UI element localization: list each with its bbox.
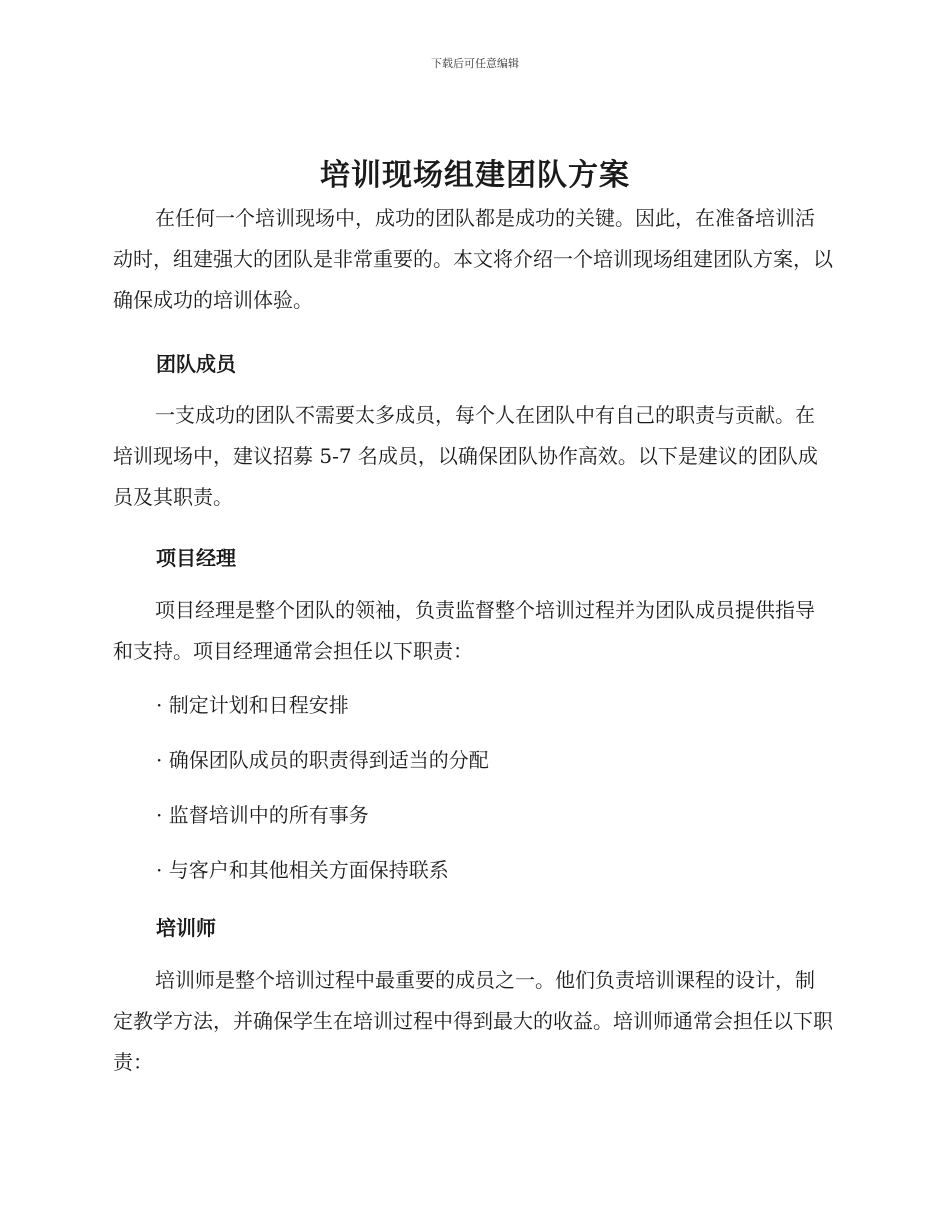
document-title: 培训现场组建团队方案 [320,158,630,193]
header-note: 下载后可任意编辑 [431,57,519,70]
team-members-paragraph: 一支成功的团队不需要太多成员，每个人在团队中有自己的职责与贡献。在培训现场中，建议招募 5-7 名成员，以确保团队协作高效。以下是建议的团队成员及其职责。 [113,403,818,509]
list-item: · 与客户和其他相关方面保持联系 [156,858,449,882]
trainer-paragraph: 培训师是整个培训过程中最重要的成员之一。他们负责培训课程的设计，制定教学方法，并确保学生在培训过程中得到最大的收益。培训师通常会担任以下职责： [113,968,833,1074]
heading-project-manager: 项目经理 [156,546,236,570]
project-manager-paragraph: 项目经理是整个团队的领袖，负责监督整个培训过程并为团队成员提供指导和支持。项目经理通常会担任以下职责： [113,598,815,663]
list-item: · 监督培训中的所有事务 [156,803,369,827]
list-item: · 确保团队成员的职责得到适当的分配 [156,748,489,772]
heading-team-members: 团队成员 [156,352,236,376]
intro-paragraph: 在任何一个培训现场中，成功的团队都是成功的关键。因此，在准备培训活动时，组建强大的团队是非常重要的。本文将介绍一个培训现场组建团队方案，以确保成功的培训体验。 [113,206,833,312]
list-item: · 制定计划和日程安排 [156,693,349,717]
heading-trainer: 培训师 [156,916,216,940]
